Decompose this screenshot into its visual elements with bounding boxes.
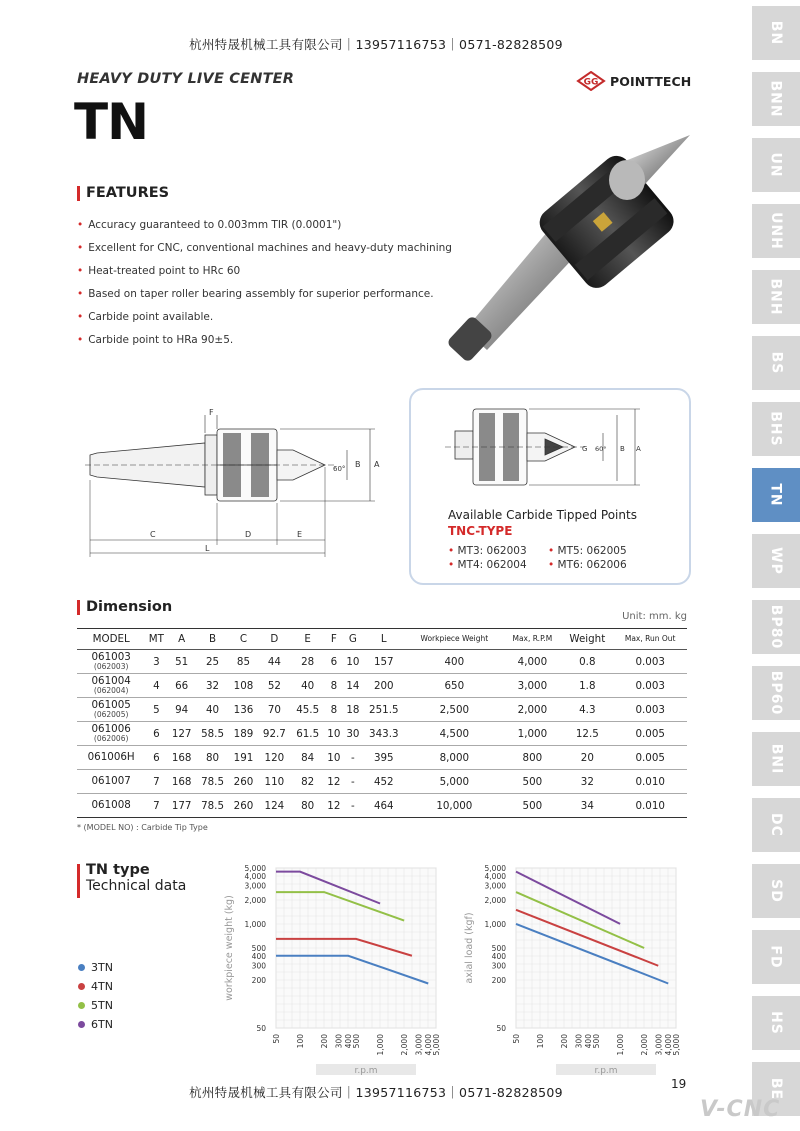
legend-item <box>78 1018 113 1031</box>
unit-label: Unit: mm. kg <box>622 611 687 622</box>
x-tick-label: 200 <box>320 1034 330 1049</box>
dim-label-F: F <box>209 408 214 417</box>
y-tick-label: 50 <box>256 1024 266 1033</box>
feature-item: • Accuracy guaranteed to 0.003mm TIR (0.0001") <box>77 218 452 241</box>
model-cell: 061005 (062005) <box>77 698 145 722</box>
column-header: MODEL <box>77 629 145 650</box>
side-tab-bni[interactable] <box>752 732 800 786</box>
table-cell: 189 <box>229 722 258 746</box>
feature-item: • Carbide point available. <box>77 310 452 333</box>
x-tick-label: 200 <box>560 1034 570 1049</box>
x-axis-label: r.p.m <box>594 1066 618 1076</box>
dimension-table <box>77 628 687 818</box>
dimension-heading-text: Dimension <box>86 599 173 615</box>
page-number: 19 <box>671 1077 687 1091</box>
side-tab-label: BP80 <box>767 604 784 650</box>
legend-label: 5TN <box>91 999 113 1012</box>
legend-item <box>78 961 113 974</box>
page-subtitle: HEAVY DUTY LIVE CENTER <box>77 71 295 87</box>
table-cell: 32 <box>196 674 229 698</box>
x-tick-label: 2,000 <box>400 1034 410 1056</box>
x-tick-label: 500 <box>352 1034 361 1049</box>
column-header: C <box>229 629 258 650</box>
side-tab-label: BE <box>767 1077 784 1101</box>
table-cell: 1,000 <box>503 722 561 746</box>
side-tab-unh[interactable] <box>752 204 800 258</box>
tech-subtitle: Technical data <box>86 878 187 894</box>
table-cell: 500 <box>503 770 561 794</box>
watermark: V-CNC <box>700 1097 781 1122</box>
table-cell: 1.8 <box>561 674 613 698</box>
model-cell: 061008 <box>77 794 145 818</box>
table-cell: 61.5 <box>291 722 324 746</box>
table-cell: 45.5 <box>291 698 324 722</box>
side-tab-label: UNH <box>768 212 784 250</box>
model-cell: 061007 <box>77 770 145 794</box>
side-tab-sd[interactable] <box>752 864 800 918</box>
table-cell: 78.5 <box>196 770 229 794</box>
page-title: TN <box>74 93 148 151</box>
y-tick-label: 4,000 <box>484 871 506 881</box>
table-cell: 25 <box>196 650 229 674</box>
table-cell: 28 <box>291 650 324 674</box>
table-footnote: * (MODEL NO) : Carbide Tip Type <box>77 823 208 832</box>
y-tick-label: 3,000 <box>484 881 506 891</box>
x-tick-label: 3,000 <box>414 1034 424 1056</box>
side-tab-dc[interactable] <box>752 798 800 852</box>
table-cell: 92.7 <box>258 722 291 746</box>
dim-label-L: L <box>205 544 210 553</box>
table-cell: 3,000 <box>503 674 561 698</box>
table-cell: 58.5 <box>196 722 229 746</box>
table-cell: 0.003 <box>613 674 687 698</box>
table-cell: 177 <box>167 794 196 818</box>
y-tick-label: 2,000 <box>244 895 266 905</box>
column-header: L <box>362 629 405 650</box>
table-cell: 34 <box>561 794 613 818</box>
legend-item <box>78 999 113 1012</box>
table-cell: 51 <box>167 650 196 674</box>
side-tab-label: BN <box>767 20 784 46</box>
carbide-drawing <box>445 405 645 495</box>
side-tab-label: BHS <box>767 411 784 447</box>
table-cell: 85 <box>229 650 258 674</box>
tech-heading <box>77 862 186 894</box>
table-cell: 12 <box>324 770 343 794</box>
table-cell: 4,500 <box>405 722 503 746</box>
table-cell: 66 <box>167 674 196 698</box>
carbide-label-B: B <box>620 445 625 453</box>
side-tab-fd[interactable] <box>752 930 800 984</box>
section-marker <box>77 600 80 615</box>
dimension-heading <box>77 599 172 615</box>
side-tab-label: DC <box>768 813 784 837</box>
side-tab-label: BS <box>767 351 784 375</box>
y-tick-label: 4,000 <box>244 871 266 881</box>
side-tab-label: FD <box>768 945 784 969</box>
y-tick-label: 1,000 <box>484 919 506 929</box>
carbide-type: TNC-TYPE <box>448 524 513 538</box>
table-cell: 110 <box>258 770 291 794</box>
table-cell: 4 <box>145 674 167 698</box>
y-axis-label: axial load (kgf) <box>464 912 475 984</box>
y-tick-label: 500 <box>251 944 266 953</box>
table-cell: 127 <box>167 722 196 746</box>
y-tick-label: 50 <box>496 1024 506 1033</box>
dim-label-B: B <box>355 460 361 469</box>
side-tab-bnh[interactable] <box>752 270 800 324</box>
table-cell: - <box>343 746 362 770</box>
column-header: B <box>196 629 229 650</box>
product-photo <box>445 125 705 365</box>
table-cell: 44 <box>258 650 291 674</box>
table-cell: 650 <box>405 674 503 698</box>
table-cell: 7 <box>145 770 167 794</box>
tech-title: TN type <box>86 862 150 878</box>
table-cell: 7 <box>145 794 167 818</box>
side-tab-bhs[interactable] <box>752 402 800 456</box>
table-cell: 124 <box>258 794 291 818</box>
table-cell: 395 <box>362 746 405 770</box>
table-cell: 0.010 <box>613 794 687 818</box>
svg-text:GG: GG <box>583 77 599 88</box>
table-cell: 6 <box>145 722 167 746</box>
column-header: Workpiece Weight <box>405 629 503 650</box>
table-cell: 260 <box>229 794 258 818</box>
x-tick-label: 50 <box>272 1034 281 1044</box>
table-row <box>77 698 687 722</box>
features-list <box>77 218 452 356</box>
table-cell: - <box>343 770 362 794</box>
table-header-row <box>77 629 687 650</box>
carbide-label-angle: 60° <box>595 445 607 453</box>
table-cell: 0.005 <box>613 746 687 770</box>
carbide-item: • MT4: 062004 <box>448 559 527 571</box>
carbide-list <box>448 545 648 571</box>
table-cell: 14 <box>343 674 362 698</box>
y-tick-label: 200 <box>491 975 506 985</box>
side-tab-bnn[interactable] <box>752 72 800 126</box>
table-cell: 5,000 <box>405 770 503 794</box>
side-tab-label: BP60 <box>767 670 784 716</box>
x-tick-label: 400 <box>344 1034 354 1049</box>
model-cell: 061006H <box>77 746 145 770</box>
x-tick-label: 50 <box>512 1034 521 1044</box>
column-header: F <box>324 629 343 650</box>
table-body <box>77 650 687 818</box>
x-tick-label: 5,000 <box>672 1034 681 1056</box>
column-header: Weight <box>561 629 613 650</box>
table-row <box>77 770 687 794</box>
legend-swatch <box>78 983 85 990</box>
table-cell: 500 <box>503 794 561 818</box>
y-tick-label: 1,000 <box>244 919 266 929</box>
carbide-item: • MT6: 062006 <box>548 559 627 571</box>
logo-text: POINTTECH <box>610 73 692 89</box>
side-tab-label: BNI <box>767 743 784 775</box>
table-cell: 10 <box>324 746 343 770</box>
table-cell: 191 <box>229 746 258 770</box>
table-cell: 30 <box>343 722 362 746</box>
y-tick-label: 300 <box>491 961 506 971</box>
table-cell: 0.005 <box>613 722 687 746</box>
table-cell: 12 <box>324 794 343 818</box>
table-cell: 5 <box>145 698 167 722</box>
table-row <box>77 722 687 746</box>
x-tick-label: 3,000 <box>654 1034 664 1056</box>
side-tab-label: TN <box>768 483 784 507</box>
x-tick-label: 100 <box>536 1034 546 1049</box>
table-cell: 168 <box>167 770 196 794</box>
side-tab-bar <box>752 0 800 1131</box>
side-tab-wp[interactable] <box>752 534 800 588</box>
y-tick-label: 5,000 <box>244 864 266 873</box>
table-cell: 4,000 <box>503 650 561 674</box>
column-header: E <box>291 629 324 650</box>
side-tab-label: UN <box>768 152 784 178</box>
table-cell: 0.003 <box>613 650 687 674</box>
side-tab-label: BNH <box>767 278 784 316</box>
table-cell: 12.5 <box>561 722 613 746</box>
table-cell: 82 <box>291 770 324 794</box>
dim-label-A: A <box>374 460 380 469</box>
chart-axial-load <box>460 860 690 1080</box>
table-cell: 2,000 <box>503 698 561 722</box>
feature-item: • Excellent for CNC, conventional machines and heavy-duty machining <box>77 241 452 264</box>
side-tab-label: WP <box>767 547 784 575</box>
legend-item <box>78 980 113 993</box>
y-tick-label: 400 <box>491 951 506 961</box>
table-cell: 2,500 <box>405 698 503 722</box>
feature-item: • Based on taper roller bearing assembly for superior performance. <box>77 287 452 310</box>
logo-badge-icon <box>576 71 606 91</box>
carbide-item: • MT5: 062005 <box>548 545 627 557</box>
section-marker <box>77 186 80 201</box>
table-cell: 0.010 <box>613 770 687 794</box>
x-tick-label: 300 <box>334 1034 344 1049</box>
side-tab-tn[interactable] <box>752 468 800 522</box>
features-heading-text: FEATURES <box>86 185 170 201</box>
x-tick-label: 4,000 <box>424 1034 434 1056</box>
table-cell: 136 <box>229 698 258 722</box>
table-cell: 343.3 <box>362 722 405 746</box>
dim-label-C: C <box>150 530 156 539</box>
column-header: MT <box>145 629 167 650</box>
x-tick-label: 100 <box>296 1034 306 1049</box>
table-cell: 464 <box>362 794 405 818</box>
y-axis-label: workpiece weight (kg) <box>224 895 235 1001</box>
side-tab-bn[interactable] <box>752 6 800 60</box>
legend-swatch <box>78 1002 85 1009</box>
table-cell: 32 <box>561 770 613 794</box>
table-cell: 108 <box>229 674 258 698</box>
column-header: G <box>343 629 362 650</box>
section-marker <box>77 864 80 898</box>
y-tick-label: 200 <box>251 975 266 985</box>
table-cell: 84 <box>291 746 324 770</box>
y-tick-label: 5,000 <box>484 864 506 873</box>
x-tick-label: 2,000 <box>640 1034 650 1056</box>
table-cell: 168 <box>167 746 196 770</box>
table-cell: 6 <box>145 746 167 770</box>
table-cell: 52 <box>258 674 291 698</box>
table-cell: - <box>343 794 362 818</box>
x-tick-label: 5,000 <box>432 1034 441 1056</box>
column-header: A <box>167 629 196 650</box>
table-cell: 251.5 <box>362 698 405 722</box>
table-cell: 4.3 <box>561 698 613 722</box>
dim-label-D: D <box>245 530 252 539</box>
feature-item: • Carbide point to HRa 90±5. <box>77 333 452 356</box>
table-cell: 200 <box>362 674 405 698</box>
legend-label: 3TN <box>91 961 113 974</box>
column-header: Max, Run Out <box>613 629 687 650</box>
side-tab-hs[interactable] <box>752 996 800 1050</box>
table-cell: 40 <box>291 674 324 698</box>
table-cell: 80 <box>196 746 229 770</box>
x-axis-label: r.p.m <box>354 1066 378 1076</box>
features-heading <box>77 185 169 201</box>
table-cell: 10,000 <box>405 794 503 818</box>
table-cell: 3 <box>145 650 167 674</box>
side-tab-un[interactable] <box>752 138 800 192</box>
dim-label-E: E <box>297 530 303 539</box>
legend-label: 6TN <box>91 1018 113 1031</box>
legend-swatch <box>78 1021 85 1028</box>
table-cell: 8,000 <box>405 746 503 770</box>
x-tick-label: 1,000 <box>616 1034 626 1056</box>
chart-workpiece-weight <box>220 860 450 1080</box>
side-tab-label: HS <box>768 1011 784 1035</box>
table-cell: 8 <box>324 674 343 698</box>
carbide-label-A: A <box>636 445 641 453</box>
model-cell: 061004 (062004) <box>77 674 145 698</box>
table-cell: 70 <box>258 698 291 722</box>
table-cell: 452 <box>362 770 405 794</box>
table-cell: 20 <box>561 746 613 770</box>
carbide-title: Available Carbide Tipped Points <box>448 508 637 522</box>
x-tick-label: 400 <box>584 1034 594 1049</box>
y-tick-label: 500 <box>491 944 506 953</box>
y-tick-label: 3,000 <box>244 881 266 891</box>
column-header: Max, R.P.M <box>503 629 561 650</box>
legend-label: 4TN <box>91 980 113 993</box>
table-cell: 400 <box>405 650 503 674</box>
feature-item: • Heat-treated point to HRc 60 <box>77 264 452 287</box>
table-row <box>77 674 687 698</box>
table-cell: 157 <box>362 650 405 674</box>
table-cell: 0.8 <box>561 650 613 674</box>
side-tab-bp60[interactable] <box>752 666 800 720</box>
table-cell: 40 <box>196 698 229 722</box>
table-cell: 10 <box>324 722 343 746</box>
table-cell: 78.5 <box>196 794 229 818</box>
side-tab-label: SD <box>768 879 784 903</box>
page-footer: 杭州特晟机械工具有限公司｜13957116753｜0571-82828509 <box>189 1085 563 1100</box>
x-tick-label: 1,000 <box>376 1034 386 1056</box>
model-cell: 061006 (062006) <box>77 722 145 746</box>
table-cell: 94 <box>167 698 196 722</box>
model-cell: 061003 (062003) <box>77 650 145 674</box>
carbide-item: • MT3: 062003 <box>448 545 527 557</box>
table-cell: 120 <box>258 746 291 770</box>
x-tick-label: 500 <box>592 1034 601 1049</box>
x-tick-label: 300 <box>574 1034 584 1049</box>
y-tick-label: 2,000 <box>484 895 506 905</box>
y-tick-label: 300 <box>251 961 266 971</box>
carbide-label-G: G <box>582 445 588 453</box>
table-cell: 6 <box>324 650 343 674</box>
side-tab-label: BNN <box>767 80 784 118</box>
brand-logo <box>576 71 691 91</box>
page-header: 杭州特晟机械工具有限公司｜13957116753｜0571-82828509 <box>189 37 563 52</box>
table-cell: 800 <box>503 746 561 770</box>
y-tick-label: 400 <box>251 951 266 961</box>
table-row <box>77 650 687 674</box>
table-cell: 0.003 <box>613 698 687 722</box>
x-tick-label: 4,000 <box>664 1034 674 1056</box>
dim-label-angle: 60° <box>333 465 346 473</box>
column-header: D <box>258 629 291 650</box>
table-row <box>77 794 687 818</box>
table-cell: 260 <box>229 770 258 794</box>
side-tab-bp80[interactable] <box>752 600 800 654</box>
technical-drawing <box>85 405 385 565</box>
table-cell: 80 <box>291 794 324 818</box>
table-row <box>77 746 687 770</box>
table-cell: 8 <box>324 698 343 722</box>
table-cell: 18 <box>343 698 362 722</box>
side-tab-bs[interactable] <box>752 336 800 390</box>
legend-swatch <box>78 964 85 971</box>
table-cell: 10 <box>343 650 362 674</box>
